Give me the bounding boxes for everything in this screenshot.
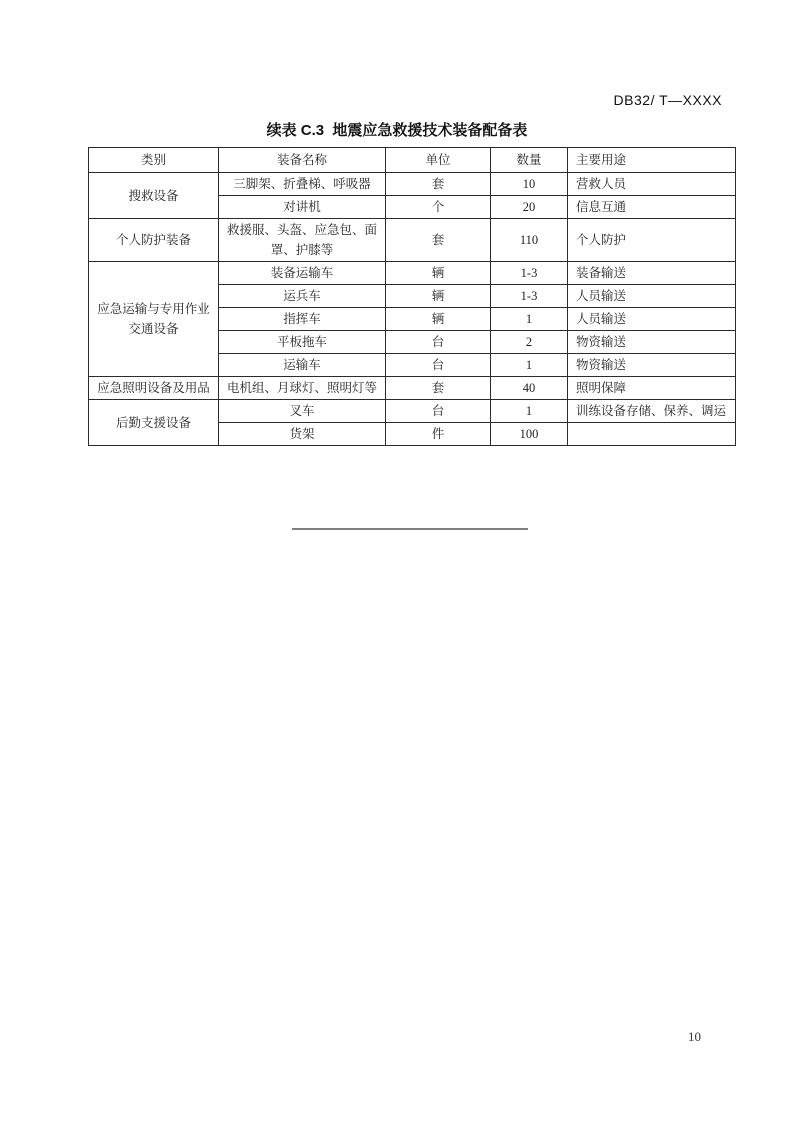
unit-cell: 辆 — [386, 308, 491, 331]
unit-cell: 台 — [386, 331, 491, 354]
unit-cell: 辆 — [386, 262, 491, 285]
equipment-name-cell: 救援服、头盔、应急包、面罩、护膝等 — [219, 219, 386, 262]
table-row — [89, 400, 736, 423]
quantity-cell: 2 — [491, 331, 568, 354]
unit-cell: 辆 — [386, 285, 491, 308]
category-cell: 应急运输与专用作业交通设备 — [89, 262, 219, 377]
quantity-cell: 1 — [491, 400, 568, 423]
purpose-cell: 信息互通 — [568, 196, 736, 219]
equipment-name-cell: 装备运输车 — [219, 262, 386, 285]
quantity-cell: 1-3 — [491, 285, 568, 308]
purpose-cell: 训练设备存储、保养、调运 — [568, 400, 736, 423]
table-header-row — [89, 148, 736, 173]
equipment-name-cell: 运兵车 — [219, 285, 386, 308]
page-number: 10 — [688, 1029, 701, 1044]
equipment-table-body — [89, 173, 736, 446]
document-code: DB32/ T—XXXX — [613, 92, 722, 108]
table-row — [89, 173, 736, 196]
quantity-cell: 20 — [491, 196, 568, 219]
unit-cell: 套 — [386, 219, 491, 262]
purpose-cell: 个人防护 — [568, 219, 736, 262]
table-row — [89, 377, 736, 400]
header-quantity: 数量 — [491, 148, 568, 173]
equipment-name-cell: 三脚架、折叠梯、呼吸器 — [219, 173, 386, 196]
unit-cell: 件 — [386, 423, 491, 446]
unit-cell: 套 — [386, 377, 491, 400]
purpose-cell — [568, 423, 736, 446]
quantity-cell: 40 — [491, 377, 568, 400]
quantity-cell: 110 — [491, 219, 568, 262]
purpose-cell: 物资输送 — [568, 354, 736, 377]
quantity-cell: 100 — [491, 423, 568, 446]
header-category: 类别 — [89, 148, 219, 173]
purpose-cell: 人员输送 — [568, 308, 736, 331]
equipment-name-cell: 电机组、月球灯、照明灯等 — [219, 377, 386, 400]
table-row — [89, 219, 736, 262]
equipment-name-cell: 指挥车 — [219, 308, 386, 331]
header-equipment-name: 装备名称 — [219, 148, 386, 173]
equipment-name-cell: 货架 — [219, 423, 386, 446]
equipment-name-cell: 运输车 — [219, 354, 386, 377]
category-cell: 个人防护装备 — [89, 219, 219, 262]
equipment-name-cell: 平板拖车 — [219, 331, 386, 354]
header-purpose: 主要用途 — [568, 148, 736, 173]
equipment-table — [88, 147, 736, 446]
purpose-cell: 装备输送 — [568, 262, 736, 285]
separator-rule — [292, 528, 528, 530]
purpose-cell: 营救人员 — [568, 173, 736, 196]
category-cell: 后勤支援设备 — [89, 400, 219, 446]
purpose-cell: 照明保障 — [568, 377, 736, 400]
category-cell: 应急照明设备及用品 — [89, 377, 219, 400]
unit-cell: 台 — [386, 354, 491, 377]
table-title: 续表 C.3 地震应急救援技术装备配备表 — [266, 122, 528, 139]
header-unit: 单位 — [386, 148, 491, 173]
quantity-cell: 1-3 — [491, 262, 568, 285]
equipment-name-cell: 对讲机 — [219, 196, 386, 219]
equipment-name-cell: 叉车 — [219, 400, 386, 423]
category-cell: 搜救设备 — [89, 173, 219, 219]
unit-cell: 套 — [386, 173, 491, 196]
purpose-cell: 人员输送 — [568, 285, 736, 308]
unit-cell: 台 — [386, 400, 491, 423]
unit-cell: 个 — [386, 196, 491, 219]
purpose-cell: 物资输送 — [568, 331, 736, 354]
quantity-cell: 1 — [491, 308, 568, 331]
quantity-cell: 1 — [491, 354, 568, 377]
quantity-cell: 10 — [491, 173, 568, 196]
table-row — [89, 262, 736, 285]
